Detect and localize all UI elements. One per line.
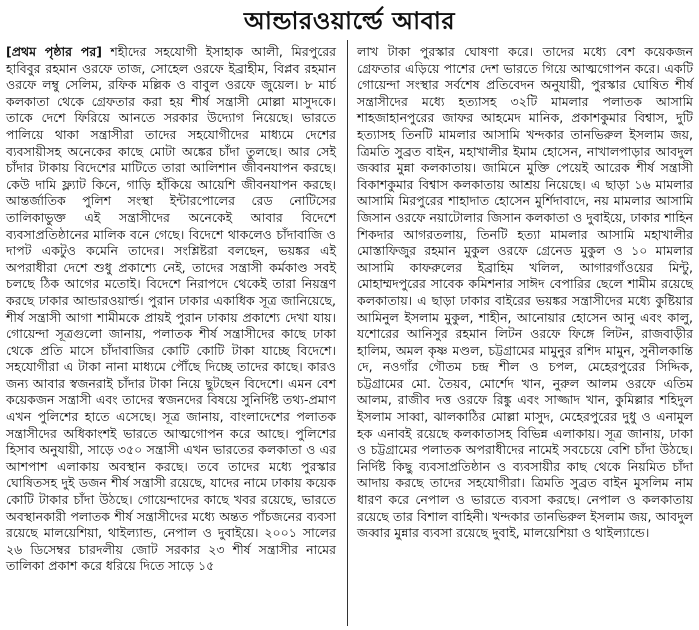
left-column-text: শহীদের সহযোগী ইসাহাক আলী, মিরপুরের হাবিবুর রহমান ওরফে তাজ, সোহেল ওরফে ইব্রাহীম, বিপ্লব রহমান ওরফে লম্বু সেলিম, রফিক মল্লিক ও বাবুল ওরফে জুয়েল। ৮ মার্চ কলকাতা থেকে গ্রেফতার করা হয় শীর্ষ সন্ত্রাসী মোল্লা মাসুদকে। তাকে দেশে ফিরিয়ে আনতে সরকার উদ্যোগ নিয়েছে। ভারতে পালিয়ে থাকা সন্ত্রাসীরা তাদের সহযোগীদের মাধ্যমে দেশের ব্যবসায়ীসহ অনেকের কাছে মোটা অঙ্কের চাঁদা তুলছে। আর সেই চাঁদার টাকায় বিদেশের মাটিতে তারা আলিশান জীবনযাপন করছে। কেউ দামি ফ্ল্যাট কিনে, গাড়ি হাঁকিয়ে আয়েশি জীবনযাপন করছে। আন্তর্জাতিক পুলিশ সংস্থা ইন্টারপোলের রেড নোটিসের তালিকাভুক্ত এই সন্ত্রাসীদের অনেকেই আবার বিদেশে ব্যবসাপ্রতিষ্ঠানের মালিক বনে গেছে। বিদেশে থাকলেও চাঁদাবাজি ও দাপট একটুও কমেনি তাদের। সংশ্লিষ্টরা বলছেন, ভয়ঙ্কর এই অপরাধীরা দেশে শুধু প্রকাশ্যে নেই, তাদের সন্ত্রাসী কর্মকাণ্ড সবই চলছে ঠিক আগের মতোই। বিদেশে নিরাপদে থেকেই তারা নিয়ন্ত্রণ করছে ঢাকার আন্ডারওয়ার্ল্ড। পুরান ঢাকার একাধিক সূত্র জানিয়েছে, শীর্ষ সন্ত্রাসী আগা শামীমকে প্রায়ই পুরান ঢাকায় প্রকাশ্যে দেখা যায়। গোয়েন্দা সূত্রগুলো জানায়, পলাতক শীর্ষ সন্ত্রাসীদের কাছে ঢাকা থেকে প্রতি মাসে চাঁদাবাজির কোটি কোটি টাকা যাচ্ছে বিদেশে। সহযোগীরা এ টাকা নানা মাধ্যমে পৌঁছে দিচ্ছে তাদের কাছে। কারও জন্য আবার স্বজনরাই চাঁদার টাকা নিয়ে ছুটছেন বিদেশে। এমন বেশ কয়েকজন সন্ত্রাসী এবং তাদের স্বজনদের বিষয়ে সুনির্দিষ্ট তথ্য-প্রমাণ এখন পুলিশের হাতে এসেছে। সূত্র জানায়, বাংলাদেশের পলাতক সন্ত্রাসীদের অধিকাংশই ভারতে আত্মগোপন করে আছে। পুলিশের হিসাব অনুযায়ী, সাড়ে ৩৫০ সন্ত্রাসী এখন ভারতের কলকাতা ও এর আশপাশ এলাকায় অবস্থান করছে। তবে তাদের মধ্যে পুরস্কার ঘোষিতসহ দুই ডজন শীর্ষ সন্ত্রাসী রয়েছে, যাদের নামে ঢাকায় কয়েক কোটি টাকার চাঁদা উঠছে। গোয়েন্দাদের কাছে খবর রয়েছে, ভারতে অবস্থানকারী পলাতক শীর্ষ সন্ত্রাসীদের মধ্যে অন্তত পাঁচজনের ব্যবসা রয়েছে মালয়েশিয়া, থাইল্যান্ড, নেপাল ও দুবাইয়ে। ২০০১ সালের ২৬ ডিসেম্বর চারদলীয় জোট সরকার ২৩ শীর্ষ সন্ত্রাসীর নামের তালিকা প্রকাশ করে ধরিয়ে দিতে সাড়ে ১৫	[6, 44, 336, 574]
column-divider	[347, 40, 348, 626]
article-column-left	[6, 44, 336, 575]
article-headline: আন্ডারওয়ার্ল্ডে আবার	[243, 7, 456, 35]
right-column-text: লাখ টাকা পুরস্কার ঘোষণা করে। তাদের মধ্যে বেশ কয়েকজন গ্রেফতার এড়িয়ে পাশের দেশ ভারতে গিয়ে আত্মগোপন করে। একটি গোয়েন্দা সংস্থার সর্বশেষ প্রতিবেদন অনুযায়ী, পুরস্কার ঘোষিত শীর্ষ সন্ত্রাসীদের মধ্যে হত্যাসহ ৩২টি মামলার পলাতক আসামি শাহজাহানপুরের জাফর আহমেদ মানিক, প্রকাশকুমার বিশ্বাস, দুটি হত্যাসহ তিনটি মামলার আসামি খন্দকার তানভিরুল ইসলাম জয়, ত্রিমতি সুব্রত বাইন, মহাখালীর ইমাম হোসেন, নাখালপাড়ার আবদুল জব্বার মুন্না কলকাতায়। জামিনে মুক্তি পেয়েই আরেক শীর্ষ সন্ত্রাসী বিকাশকুমার বিশ্বাস কলকাতায় আশ্রয় নিয়েছে। এ ছাড়া ১৬ মামলার আসামি মিরপুরের শাহাদাত হোসেন মুর্শিদাবাদে, নয় মামলার আসামি জিসান ওরফে নয়াটোলার জিসান কলকাতা ও দুবাইয়ে, ঢাকার শাহিন শিকদার আগরতলায়, তিনটি হত্যা মামলার আসামি মহাখালীর মোস্তাফিজুর রহমান মুকুল ওরফে গ্রেনেড মুকুল ও ১০ মামলার আসামি কাফরুলের ইব্রাহিম খলিল, আগারগাঁওয়ের মিন্টু, মোহাম্মদপুরের সাবেক কমিশনার সাঈদ বেপারির ছেলে শামীম রয়েছে কলকাতায়। এ ছাড়া ঢাকার বাইরের ভয়ঙ্কর সন্ত্রাসীদের মধ্যে কুষ্টিয়ার আমিনুল ইসলাম মুকুল, শাহীন, আনোয়ার হোসেন আনু এবং কালু, যশোরের আনিসুর রহমান লিটন ওরফে ফিঙ্গে লিটন, রাজবাড়ীর হালিম, অমল কৃষ্ণ মণ্ডল, চট্টগ্রামের মামুনুর রশিদ মামুন, সুনীলকান্তি দে, নওগাঁর গৌতম চন্দ্র শীল ও চপল, মেহেরপুরের সিদ্দিক, চট্টগ্রামের মো. তৈয়ব, মোর্শেদ খান, নুরুল আলম ওরফে এতিম আলম, রাজীব দত্ত ওরফে রিঙ্কু এবং সাজ্জাদ খান, কুমিল্লার শহিদুল ইসলাম সাব্বা, ঝালকাঠির মোল্লা মাসুদ, মেহেরপুরের দুধু ও এনামুল হক এনাবই রয়েছে কলকাতাসহ বিভিন্ন এলাকায়। সূত্র জানায়, ঢাকা ও চট্টগ্রামের পলাতক অপরাধীদের নামেই সবচেয়ে বেশি চাঁদা উঠছে। নির্দিষ্ট কিছু ব্যবসাপ্রতিষ্ঠান ও ব্যবসায়ীর কাছ থেকে নিয়মিত চাঁদা আদায় করছে তাদের সহযোগীরা। ত্রিমতি সুব্রত বাইন মুসলিম নাম ধারণ করে নেপাল ও ভারতে ব্যবসা করছে। নেপাল ও কলকাতায় রয়েছে তার বিশাল বাহিনী। খন্দকার তানভিরুল ইসলাম জয়, আবদুল জব্বার মুন্নার ব্যবসা রয়েছে দুবাই, মালয়েশিয়া ও থাইল্যান্ডে।	[357, 44, 693, 541]
article-column-right	[357, 44, 693, 542]
continued-from-label: [প্রথম পৃষ্ঠার পর]	[6, 44, 102, 59]
